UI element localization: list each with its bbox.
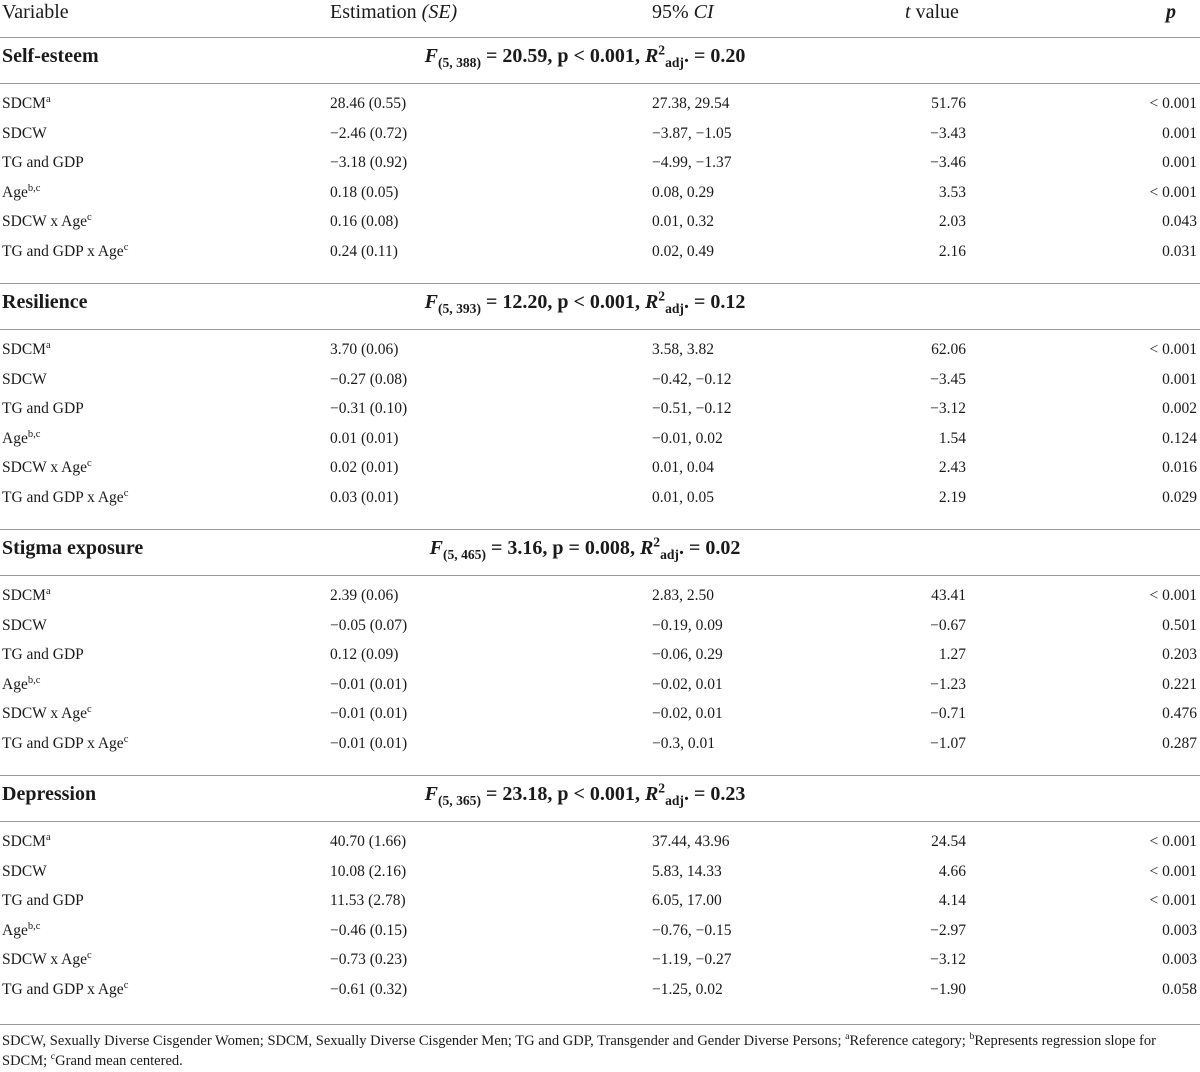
cell-estimation: −0.01 (0.01)	[330, 735, 408, 752]
cell-ci: 0.01, 0.05	[652, 489, 714, 506]
table-row	[0, 951, 1200, 973]
table-row	[0, 833, 1200, 855]
section-header-rule	[0, 575, 1200, 576]
cell-estimation: 0.24 (0.11)	[330, 243, 398, 260]
cell-estimation: −0.27 (0.08)	[330, 370, 408, 388]
cell-t-value: −3.43	[930, 124, 966, 142]
cell-t-value: −3.12	[930, 400, 966, 418]
stat-r-sub: adj	[665, 55, 684, 70]
variable-label: Age	[2, 921, 28, 939]
header-p-label: p	[1166, 1, 1176, 23]
stat-df: (5, 465)	[442, 547, 486, 562]
cell-ci: 6.05, 17.00	[652, 892, 722, 910]
section-title-row	[0, 534, 1200, 569]
cell-t-value: 2.16	[938, 243, 966, 260]
stat-df: (5, 393)	[437, 301, 481, 316]
footnote-text: SDCW, Sexually Diverse Cisgender Women; SDCM, Sexually Diverse Cisgender Men; TG and GDP, Transgender and Gender Diverse Persons;	[2, 1033, 846, 1049]
stat-r2: 0.02	[705, 537, 741, 559]
variable-footnote-mark: a	[45, 831, 51, 843]
stat-r-sub: adj	[660, 547, 679, 562]
cell-t-value: −1.23	[930, 675, 966, 693]
variable-label: SDCW x Age	[2, 705, 87, 723]
stat-p: p < 0.001	[557, 291, 635, 313]
table-row	[0, 587, 1200, 609]
cell-p-value: 0.501	[1162, 616, 1197, 634]
table-header-row	[0, 1, 1200, 29]
variable-label: SDCW	[2, 370, 47, 388]
stat-df1: 5	[442, 55, 450, 70]
cell-t-value: −0.67	[930, 616, 966, 634]
cell-p-value: < 0.001	[1149, 341, 1197, 358]
header-ci	[652, 1, 714, 24]
table-row	[0, 400, 1200, 422]
cell-t-value: 1.27	[938, 646, 966, 664]
cell-estimation: 40.70 (1.66)	[330, 833, 407, 850]
cell-ci: −0.3, 0.01	[652, 735, 715, 752]
cell-p-value: 0.124	[1162, 429, 1197, 447]
cell-variable	[2, 587, 51, 605]
cell-p-value: 0.043	[1162, 213, 1197, 231]
table-bottom-rule	[0, 1024, 1200, 1025]
cell-p-value: 0.001	[1162, 124, 1197, 142]
cell-ci: −0.76, −0.15	[652, 921, 732, 939]
table-row	[0, 705, 1200, 727]
table-row	[0, 981, 1200, 1003]
cell-t-value: 4.14	[938, 892, 966, 910]
cell-estimation: −0.01 (0.01)	[330, 675, 408, 693]
variable-footnote-mark: c	[86, 704, 92, 716]
cell-variable	[2, 243, 128, 261]
footnote-sup-a: a	[845, 1031, 850, 1043]
variable-footnote-mark: b,c	[27, 428, 41, 440]
section-title: Stigma exposure	[2, 537, 144, 559]
cell-p-value: 0.058	[1162, 981, 1197, 998]
stat-r: R	[644, 291, 659, 313]
table-row	[0, 154, 1200, 176]
variable-footnote-mark: c	[123, 733, 129, 745]
section-title: Resilience	[2, 291, 88, 313]
cell-ci: 5.83, 14.33	[652, 862, 722, 880]
section-model-stat: $F_{(5, 393)} = 12.20$, p < 0.001, $R^2_{adj}$. = 0.12	[424, 288, 746, 316]
cell-ci: −0.02, 0.01	[652, 675, 723, 693]
cell-ci: 0.02, 0.49	[652, 243, 714, 260]
cell-estimation: −0.46 (0.15)	[330, 921, 408, 939]
cell-t-value: 3.53	[938, 183, 966, 201]
stat-fvalue: 23.18	[502, 783, 548, 805]
stat-f: F	[424, 783, 438, 805]
variable-label: SDCM	[2, 341, 46, 358]
cell-ci: −4.99, −1.37	[652, 154, 732, 172]
cell-variable	[2, 617, 47, 635]
cell-p-value: < 0.001	[1149, 183, 1197, 201]
variable-label: SDCW	[2, 862, 47, 880]
section-title: Depression	[2, 783, 97, 805]
cell-t-value: 24.54	[931, 833, 966, 850]
section-divider-rule	[0, 775, 1200, 776]
stat-f: F	[424, 291, 438, 313]
cell-ci: −0.06, 0.29	[652, 646, 723, 664]
header-t-label: t	[905, 1, 911, 23]
cell-estimation: 10.08 (2.16)	[330, 862, 407, 880]
cell-variable	[2, 676, 40, 694]
stat-df1: 5	[442, 301, 450, 316]
cell-estimation: 0.01 (0.01)	[330, 429, 399, 447]
cell-p-value: 0.001	[1162, 154, 1197, 172]
cell-ci: −0.51, −0.12	[652, 400, 732, 418]
cell-p-value: < 0.001	[1149, 892, 1197, 910]
table-row	[0, 892, 1200, 914]
variable-label: Age	[2, 183, 28, 201]
cell-ci: 2.83, 2.50	[652, 587, 714, 604]
cell-variable	[2, 705, 92, 723]
cell-ci: −1.19, −0.27	[652, 951, 732, 969]
table-row	[0, 95, 1200, 117]
table-row	[0, 735, 1200, 757]
table-row	[0, 213, 1200, 235]
cell-p-value: 0.001	[1162, 370, 1197, 388]
cell-variable	[2, 892, 84, 910]
stat-df1: 5	[442, 793, 450, 808]
cell-estimation: −0.61 (0.32)	[330, 981, 408, 998]
cell-t-value: −1.07	[930, 735, 966, 752]
cell-estimation: 0.03 (0.01)	[330, 489, 399, 506]
cell-p-value: < 0.001	[1149, 833, 1197, 850]
variable-label: SDCW	[2, 124, 47, 142]
footnote-text-b: Represents regression slope for SDCM;	[2, 1033, 1156, 1069]
cell-p-value: 0.221	[1162, 675, 1197, 693]
cell-variable	[2, 489, 128, 507]
cell-p-value: 0.476	[1162, 705, 1197, 723]
variable-footnote-mark: a	[45, 93, 51, 105]
section-model-stat: $F_{(5, 388)} = 20.59$, p < 0.001, $R^2_{adj}$. = 0.20	[424, 42, 746, 70]
variable-label: SDCM	[2, 833, 46, 850]
variable-label: TG and GDP x Age	[2, 243, 124, 260]
cell-t-value: 2.19	[938, 489, 966, 506]
header-p	[1166, 1, 1176, 24]
cell-variable	[2, 922, 40, 940]
table-row	[0, 430, 1200, 452]
variable-label: SDCW x Age	[2, 459, 87, 477]
cell-t-value: 1.54	[938, 429, 966, 447]
cell-ci: −0.42, −0.12	[652, 370, 732, 388]
cell-ci: −0.19, 0.09	[652, 616, 723, 634]
cell-estimation: 28.46 (0.55)	[330, 95, 407, 112]
stat-r2: 0.12	[710, 291, 746, 313]
cell-variable	[2, 213, 92, 231]
table-row	[0, 922, 1200, 944]
variable-label: TG and GDP	[2, 892, 84, 910]
header-ci-label: CI	[693, 1, 714, 23]
cell-variable	[2, 981, 128, 999]
cell-t-value: −3.45	[930, 370, 966, 388]
cell-p-value: 0.029	[1162, 489, 1197, 506]
stat-df2: 388	[456, 55, 477, 70]
cell-estimation: −0.73 (0.23)	[330, 951, 408, 969]
cell-t-value: 43.41	[931, 587, 966, 604]
table-row	[0, 489, 1200, 511]
stat-p: p = 0.008	[552, 537, 630, 559]
section-header-rule	[0, 821, 1200, 822]
stat-r-exp: 2	[658, 780, 666, 796]
stat-df2: 465	[461, 547, 482, 562]
footnote-text-a: Reference category;	[849, 1033, 970, 1049]
header-estimation	[330, 1, 457, 24]
cell-ci: 0.01, 0.32	[652, 213, 714, 231]
variable-label: TG and GDP x Age	[2, 981, 124, 998]
variable-label: TG and GDP x Age	[2, 489, 124, 506]
cell-variable	[2, 833, 51, 851]
stat-df2: 365	[456, 793, 477, 808]
header-variable: Variable	[2, 1, 69, 23]
stat-r-exp: 2	[658, 42, 666, 58]
section-title: Self-esteem	[2, 45, 99, 67]
cell-estimation: −3.18 (0.92)	[330, 154, 408, 172]
cell-variable	[2, 341, 51, 359]
variable-label: SDCM	[2, 95, 46, 112]
table-row	[0, 184, 1200, 206]
cell-estimation: −0.31 (0.10)	[330, 400, 408, 418]
stat-r: R	[644, 45, 659, 67]
section-header-rule	[0, 83, 1200, 84]
section-header-rule	[0, 329, 1200, 330]
cell-p-value: 0.031	[1162, 243, 1197, 260]
header-ci-prefix: 95%	[652, 1, 689, 23]
stat-r2: 0.23	[710, 783, 746, 805]
cell-variable	[2, 184, 40, 202]
stat-r-sub: adj	[665, 793, 684, 808]
stat-f: F	[429, 537, 443, 559]
variable-label: TG and GDP	[2, 400, 84, 418]
cell-estimation: 3.70 (0.06)	[330, 341, 399, 358]
cell-estimation: 0.12 (0.09)	[330, 646, 399, 664]
section-title-row	[0, 42, 1200, 77]
table-footnote	[2, 1031, 1198, 1071]
header-estimation-label: Estimation	[330, 1, 417, 23]
cell-t-value: −2.97	[930, 921, 966, 939]
table-row	[0, 617, 1200, 639]
cell-variable	[2, 400, 84, 418]
variable-label: SDCW	[2, 616, 47, 634]
cell-t-value: −1.90	[930, 981, 966, 998]
section-model-stat: $F_{(5, 365)} = 23.18$, p < 0.001, $R^2_{adj}$. = 0.23	[424, 780, 746, 808]
stat-r: R	[639, 537, 654, 559]
cell-ci: 0.08, 0.29	[652, 183, 714, 201]
variable-label: Age	[2, 429, 28, 447]
cell-variable	[2, 646, 84, 664]
variable-footnote-mark: a	[45, 339, 51, 351]
cell-ci: −3.87, −1.05	[652, 124, 732, 142]
table-row	[0, 243, 1200, 265]
stat-df1: 5	[447, 547, 455, 562]
stat-f: F	[424, 45, 438, 67]
cell-ci: 27.38, 29.54	[652, 95, 730, 112]
cell-t-value: 62.06	[931, 341, 966, 358]
footnote-sup-b: b	[969, 1031, 975, 1043]
cell-variable	[2, 371, 47, 389]
cell-p-value: < 0.001	[1149, 587, 1197, 604]
stat-fvalue: 20.59	[502, 45, 548, 67]
stat-p: p < 0.001	[557, 783, 635, 805]
variable-label: Age	[2, 675, 28, 693]
cell-p-value: 0.003	[1162, 921, 1197, 939]
cell-variable	[2, 863, 47, 881]
cell-variable	[2, 735, 128, 753]
section-divider-rule	[0, 283, 1200, 284]
cell-ci: −0.01, 0.02	[652, 429, 723, 447]
cell-estimation: 11.53 (2.78)	[330, 892, 406, 910]
table-row	[0, 676, 1200, 698]
cell-variable	[2, 125, 47, 143]
variable-footnote-mark: a	[45, 585, 51, 597]
cell-ci: −0.02, 0.01	[652, 705, 723, 723]
cell-ci: 3.58, 3.82	[652, 341, 714, 358]
header-t-suffix: value	[915, 1, 959, 23]
cell-variable	[2, 430, 40, 448]
stat-r-exp: 2	[658, 288, 666, 304]
cell-variable	[2, 459, 92, 477]
variable-footnote-mark: b,c	[27, 182, 41, 194]
variable-footnote-mark: c	[123, 241, 129, 253]
cell-p-value: 0.287	[1162, 735, 1197, 752]
cell-ci: −1.25, 0.02	[652, 981, 723, 998]
cell-t-value: −0.71	[930, 705, 966, 723]
variable-footnote-mark: c	[86, 458, 92, 470]
table-row	[0, 341, 1200, 363]
cell-t-value: 2.43	[938, 459, 966, 477]
cell-estimation: 0.18 (0.05)	[330, 183, 399, 201]
footnote-text-c: Grand mean centered.	[55, 1053, 183, 1069]
cell-t-value: 4.66	[938, 862, 966, 880]
variable-footnote-mark: c	[123, 979, 129, 991]
variable-label: SDCM	[2, 587, 46, 604]
cell-p-value: 0.016	[1162, 459, 1197, 477]
cell-estimation: 0.02 (0.01)	[330, 459, 399, 477]
section-title-row	[0, 288, 1200, 323]
cell-t-value: −3.46	[930, 154, 966, 172]
cell-variable	[2, 154, 84, 172]
cell-variable	[2, 95, 51, 113]
stat-r: R	[644, 783, 659, 805]
variable-footnote-mark: c	[123, 487, 129, 499]
cell-estimation: 0.16 (0.08)	[330, 213, 399, 231]
stat-fvalue: 12.20	[502, 291, 548, 313]
variable-footnote-mark: c	[86, 212, 92, 224]
variable-label: TG and GDP	[2, 646, 84, 664]
table-row	[0, 371, 1200, 393]
variable-footnote-mark: c	[86, 950, 92, 962]
variable-label: TG and GDP x Age	[2, 735, 124, 752]
stat-p: p < 0.001	[557, 45, 635, 67]
variable-footnote-mark: b,c	[27, 674, 41, 686]
cell-estimation: 2.39 (0.06)	[330, 587, 399, 604]
stat-r-sub: adj	[665, 301, 684, 316]
table-row	[0, 125, 1200, 147]
variable-label: TG and GDP	[2, 154, 84, 172]
table-row	[0, 459, 1200, 481]
cell-t-value: 2.03	[938, 213, 966, 231]
cell-p-value: < 0.001	[1149, 95, 1197, 112]
variable-label: SDCW x Age	[2, 951, 87, 969]
stat-r-exp: 2	[653, 534, 661, 550]
header-t	[905, 1, 959, 24]
cell-p-value: 0.203	[1162, 646, 1197, 664]
section-model-stat: $F_{(5, 465)} = 3.16$, p = 0.008, $R^2_{adj}$. = 0.02	[429, 534, 741, 562]
stat-fvalue: 3.16	[507, 537, 543, 559]
cell-estimation: −0.05 (0.07)	[330, 616, 408, 634]
cell-estimation: −0.01 (0.01)	[330, 705, 408, 723]
variable-label: SDCW x Age	[2, 213, 87, 231]
cell-estimation: −2.46 (0.72)	[330, 124, 408, 142]
stat-r2: 0.20	[710, 45, 746, 67]
stat-df: (5, 388)	[437, 55, 481, 70]
header-rule	[0, 37, 1200, 38]
cell-variable	[2, 951, 92, 969]
stat-df: (5, 365)	[437, 793, 481, 808]
cell-p-value: < 0.001	[1149, 862, 1197, 880]
cell-p-value: 0.002	[1162, 400, 1197, 418]
section-title-row	[0, 780, 1200, 815]
cell-ci: 0.01, 0.04	[652, 459, 714, 477]
variable-footnote-mark: b,c	[27, 920, 41, 932]
cell-t-value: 51.76	[931, 95, 966, 112]
table-row	[0, 863, 1200, 885]
cell-p-value: 0.003	[1162, 951, 1197, 969]
header-estimation-se: (SE)	[421, 1, 458, 23]
cell-t-value: −3.12	[930, 951, 966, 969]
section-divider-rule	[0, 529, 1200, 530]
cell-ci: 37.44, 43.96	[652, 833, 730, 850]
table-row	[0, 646, 1200, 668]
footnote-sup-c: c	[50, 1051, 56, 1063]
stat-df2: 393	[456, 301, 477, 316]
